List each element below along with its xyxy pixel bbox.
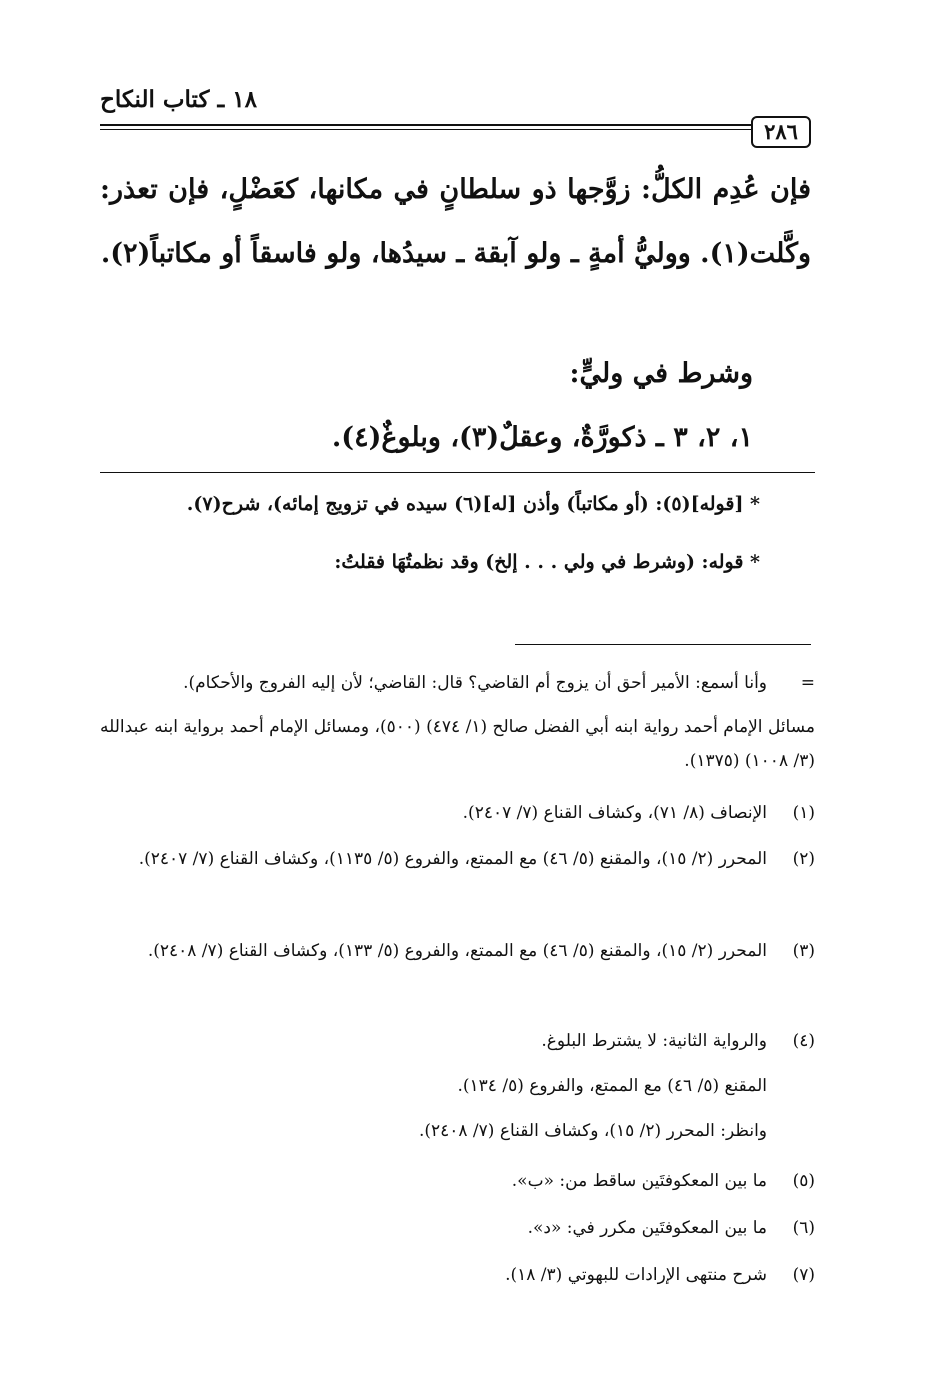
footnote-text: المحرر (٢/ ١٥)، والمقنع (٥/ ٤٦) مع الممتع، والفروع (٥/ ١١٣٥)، وكشاف القناع (٧/ ٢٤٠٧). [138,849,767,869]
footnote-continuation [100,666,815,700]
footnote-number: (٦) [792,1218,815,1238]
conditions-list: ١، ٢، ٣ ـ ذكورَّةٌ، وعقلٌ(٣)، وبلوغٌ(٤). [331,422,753,453]
header-rule-thin [100,129,751,130]
footnote-7 [100,1258,815,1292]
footnote-text: وأنا أسمع: الأمير أحق أن يزوج أم القاضي؟ قال: القاضي؛ لأن إليه الفروج والأحكام). [183,673,767,693]
page-number: ٢٨٦ [751,116,811,148]
footnote-text: شرح منتهى الإرادات للبهوتي (٣/ ١٨). [505,1265,767,1285]
footnote-text: والرواية الثانية: لا يشترط البلوغ. [541,1031,767,1051]
footnote-6 [100,1211,815,1245]
section-divider [100,472,815,473]
footnote-2 [100,842,815,876]
footnote-text: وانظر: المحرر (٢/ ١٥)، وكشاف القناع (٧/ ٢٤٠٨). [418,1121,767,1141]
conditions-heading: وشرط في وليٍّ: [569,358,753,389]
footnote-number: (٧) [792,1265,815,1285]
footnote-text: المحرر (٢/ ١٥)، والمقنع (٥/ ٤٦) مع الممتع، والفروع (٥/ ١٣٣)، وكشاف القناع (٧/ ٢٤٠٨). [147,941,767,961]
footnote-number: (٣) [792,941,815,961]
footnote-4 [100,1024,815,1148]
conditions-heading-block [100,342,811,470]
footnote-text: ما بين المعكوفتَين مكرر في: «د». [527,1218,767,1238]
footnote-continuation-ref [100,710,815,778]
footnote-number: (٢) [792,849,815,869]
header-rule [100,124,751,126]
footnote-1 [100,796,815,830]
footnote-number: (٤) [792,1031,815,1051]
main-paragraph: فإن عُدِم الكلُّ: زوَّجها ذو سلطانٍ في مكانها، كعَضْلٍ، فإن تعذر: وكَّلت(١). ووليُّ أمةٍ ـ ولو آبقة ـ سيدُها، ولو فاسقاً أو مكاتباً(٢). [100,174,811,269]
commentary-line-1: * [قوله](٥): (أو مكاتباً) وأذن [له](٦) سيده في تزويج إمائه)، شرح(٧). [186,493,760,515]
main-text [100,158,811,286]
footnote-5 [100,1164,815,1198]
footnote-divider [515,644,811,645]
footnote-text: ما بين المعكوفتَين ساقط من: «ب». [511,1171,767,1191]
footnote-text: مسائل الإمام أحمد رواية ابنه أبي الفضل صالح (١/ ٤٧٤) (٥٠٠)، ومسائل الإمام أحمد برواية ابنه عبدالله (٣/ ١٠٠٨) (١٣٧٥). [100,717,816,771]
commentary-line-2: * قوله: (وشرط في ولي . . . إلخ) وقد نظمتُهَا فقلتُ: [334,551,760,573]
footnote-3 [100,934,815,968]
footnote-number: (٥) [792,1171,815,1191]
footnote-number: (١) [792,803,815,823]
chapter-title: ١٨ ـ كتاب النكاح [100,86,257,113]
footnote-text: المقنع (٥/ ٤٦) مع الممتع، والفروع (٥/ ١٣٤). [457,1076,767,1096]
footnote-text: الإنصاف (٨/ ٧١)، وكشاف القناع (٧/ ٢٤٠٧). [462,803,767,823]
continuation-mark: = [800,673,815,693]
